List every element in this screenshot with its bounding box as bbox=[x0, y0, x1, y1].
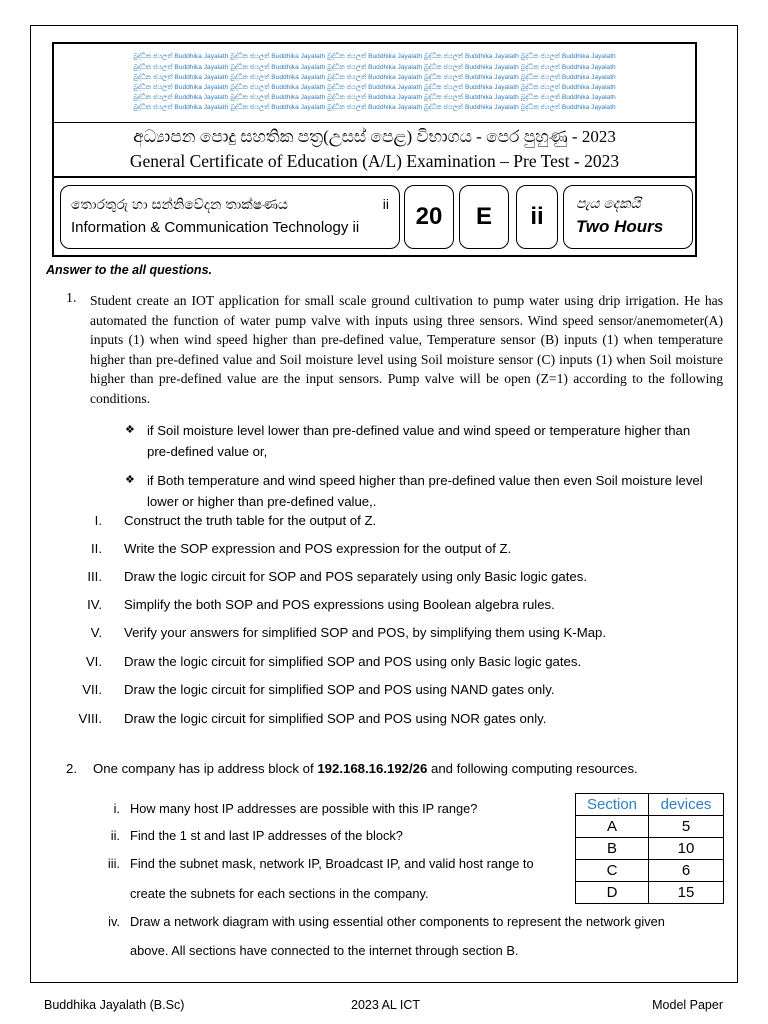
subquestion-number: III. bbox=[87, 569, 102, 584]
question-number: 2. bbox=[66, 761, 77, 776]
subject-name-english: Information & Communication Technology ii bbox=[71, 219, 360, 236]
table-row bbox=[576, 882, 724, 904]
part-box: ii bbox=[516, 185, 558, 249]
subquestion-number: iv. bbox=[108, 914, 120, 929]
question-text bbox=[93, 760, 638, 778]
subquestion-text: Draw a network diagram with using essential other components to represent the network given bbox=[130, 914, 665, 929]
subquestion-number: I. bbox=[94, 513, 102, 528]
subquestion-text: Find the 1 st and last IP addresses of the block? bbox=[130, 828, 403, 843]
table-cell: 6 bbox=[649, 860, 724, 882]
question-text-start: One company has ip address block of bbox=[93, 761, 318, 776]
subject-row-sinhala bbox=[71, 192, 389, 216]
duration-english: Two Hours bbox=[576, 217, 664, 236]
table-cell: B bbox=[576, 838, 649, 860]
question-text-end: and following computing resources. bbox=[427, 761, 638, 776]
table-row bbox=[576, 860, 724, 882]
exam-title-block bbox=[54, 124, 695, 172]
subquestion-text: Draw the logic circuit for simplified SOP and POS using NAND gates only. bbox=[124, 682, 555, 697]
watermark-block bbox=[54, 44, 695, 122]
subquestion-number: VI. bbox=[85, 654, 102, 669]
question-number: 1. bbox=[66, 291, 77, 306]
subquestion-number: VIII. bbox=[78, 711, 102, 726]
subquestion-text: Draw the logic circuit for simplified SOP and POS using only Basic logic gates. bbox=[124, 654, 582, 669]
duration-box bbox=[563, 185, 693, 249]
watermark-line: බුද්ධික ජයලත් Buddhika Jayalath බුද්ධික ජයලත් Buddhika Jayalath බුද්ධික ජයලත් Buddhika Jayalath බුද්ධික ජයලත් Buddhika Jayalath බුද්ධික ජයලත් Buddhika Jayalath bbox=[133, 84, 616, 91]
instruction-text: Answer to the all questions. bbox=[46, 263, 212, 277]
header-divider-bold bbox=[54, 176, 695, 178]
table-cell: A bbox=[576, 816, 649, 838]
watermark-line: බුද්ධික ජයලත් Buddhika Jayalath බුද්ධික ජයලත් Buddhika Jayalath බුද්ධික ජයලත් Buddhika Jayalath බුද්ධික ජයලත් Buddhika Jayalath බුද්ධික ජයලත් Buddhika Jayalath bbox=[133, 73, 616, 81]
medium-box: E bbox=[459, 185, 509, 249]
subject-name-sinhala: තොරතුරු හා සන්නිවේදන තාක්ෂණය bbox=[71, 196, 288, 212]
table-row bbox=[576, 838, 724, 860]
subquestion-number: V. bbox=[90, 625, 102, 640]
subject-row-english bbox=[71, 216, 389, 240]
subject-paper-sinhala: ii bbox=[382, 196, 389, 212]
table-cell: C bbox=[576, 860, 649, 882]
subquestion-number: ii. bbox=[110, 828, 120, 843]
condition-text: if Soil moisture level lower than pre-defined value and wind speed or temperature higher than pre-defined value or, bbox=[147, 423, 691, 459]
subquestion-text: Construct the truth table for the output of Z. bbox=[124, 513, 377, 528]
subquestion-number: II. bbox=[91, 541, 102, 556]
watermark-line: බුද්ධික ජයලත් Buddhika Jayalath බුද්ධික ජයලත් Buddhika Jayalath බුද්ධික ජයලත් Buddhika Jayalath බුද්ධික ජයලත් Buddhika Jayalath බුද්ධික ජයලත් Buddhika Jayalath bbox=[133, 104, 616, 112]
table-cell: 15 bbox=[649, 882, 724, 904]
condition-text: if Both temperature and wind speed higher than pre-defined value then even Soil moisture level lower or higher than pre-defined value,. bbox=[147, 473, 703, 509]
subquestion-text: create the subnets for each sections in the company. bbox=[130, 886, 429, 901]
table-header-cell: Section bbox=[576, 794, 649, 816]
subquestion-number: iii. bbox=[107, 856, 120, 871]
table-header-row bbox=[576, 794, 724, 816]
subquestion-text: Draw the logic circuit for simplified SOP and POS using NOR gates only. bbox=[124, 711, 547, 726]
bullet-icon: ❖ bbox=[125, 474, 135, 486]
table-cell: 5 bbox=[649, 816, 724, 838]
subquestion-text: How many host IP addresses are possible with this IP range? bbox=[130, 801, 478, 816]
exam-title-sinhala: අධ්‍යාපන පොදු සහතික පත්‍ර(උසස් පෙළ) විභාගය - පෙර පුහුණු - 2023 bbox=[133, 127, 616, 146]
table-header-cell: devices bbox=[649, 794, 724, 816]
header-divider bbox=[54, 122, 695, 123]
subquestion-number: VII. bbox=[82, 682, 102, 697]
table-row bbox=[576, 816, 724, 838]
footer-author: Buddhika Jayalath (B.Sc) bbox=[44, 998, 185, 1012]
subquestion-text: above. All sections have connected to the internet through section B. bbox=[130, 943, 519, 958]
exam-title-english: General Certificate of Education (A/L) Examination – Pre Test - 2023 bbox=[129, 151, 620, 171]
sections-table bbox=[575, 793, 724, 904]
subquestion-text: Find the subnet mask, network IP, Broadcast IP, and valid host range to bbox=[130, 856, 534, 871]
question-text: Student create an IOT application for small scale ground cultivation to pump water using drip irrigation. He has automated the function of water pump valve with inputs using three sensors. Wind speed sensor/anemometer(A) inputs (1) when wind speed higher than pre-defined value, Temperature sensor (B) inputs (1) when temperature higher than pre-defined value and Soil moisture level using Soil moisture sensor (C) inputs (1) when Soil moisture higher than pre-defined value are the input sensors. Pump valve will be open (Z=1) according to the following conditions. bbox=[90, 293, 723, 406]
ip-block: 192.168.16.192/26 bbox=[317, 761, 428, 776]
watermark-line: බුද්ධික ජයලත් Buddhika Jayalath බුද්ධික ජයලත් Buddhika Jayalath බුද්ධික ජයලත් Buddhika Jayalath බුද්ධික ජයලත් Buddhika Jayalath බුද්ධික ජයලත් Buddhika Jayalath bbox=[133, 63, 616, 71]
subquestion-text: Simplify the both SOP and POS expressions using Boolean algebra rules. bbox=[124, 597, 555, 612]
exam-header bbox=[52, 42, 697, 257]
watermark-line: බුද්ධික ජයලත් Buddhika Jayalath බුද්ධික ජයලත් Buddhika Jayalath බුද්ධික ජයලත් Buddhika Jayalath බුද්ධික ජයලත් Buddhika Jayalath බුද්ධික ජයලත් Buddhika Jayalath bbox=[133, 94, 616, 102]
bullet-icon: ❖ bbox=[125, 424, 135, 436]
table-cell: 10 bbox=[649, 838, 724, 860]
duration-sinhala: පැය දෙකයි bbox=[576, 195, 641, 211]
subquestion-number: i. bbox=[113, 801, 120, 816]
footer-paper-type: Model Paper bbox=[652, 998, 723, 1012]
table-cell: D bbox=[576, 882, 649, 904]
subject-code-box: 20 bbox=[404, 185, 454, 249]
footer-title: 2023 AL ICT bbox=[351, 998, 421, 1012]
subject-box bbox=[60, 185, 400, 249]
subquestion-number: IV. bbox=[87, 597, 102, 612]
watermark-line: බුද්ධික ජයලත් Buddhika Jayalath බුද්ධික ජයලත් Buddhika Jayalath බුද්ධික ජයලත් Buddhika Jayalath බුද්ධික ජයලත් Buddhika Jayalath බුද්ධික ජයලත් Buddhika Jayalath bbox=[133, 53, 616, 61]
subquestion-text: Verify your answers for simplified SOP and POS, by simplifying them using K-Map. bbox=[124, 625, 607, 640]
subquestion-text: Draw the logic circuit for SOP and POS separately using only Basic logic gates. bbox=[124, 569, 588, 584]
subquestion-text: Write the SOP expression and POS expression for the output of Z. bbox=[124, 541, 512, 556]
